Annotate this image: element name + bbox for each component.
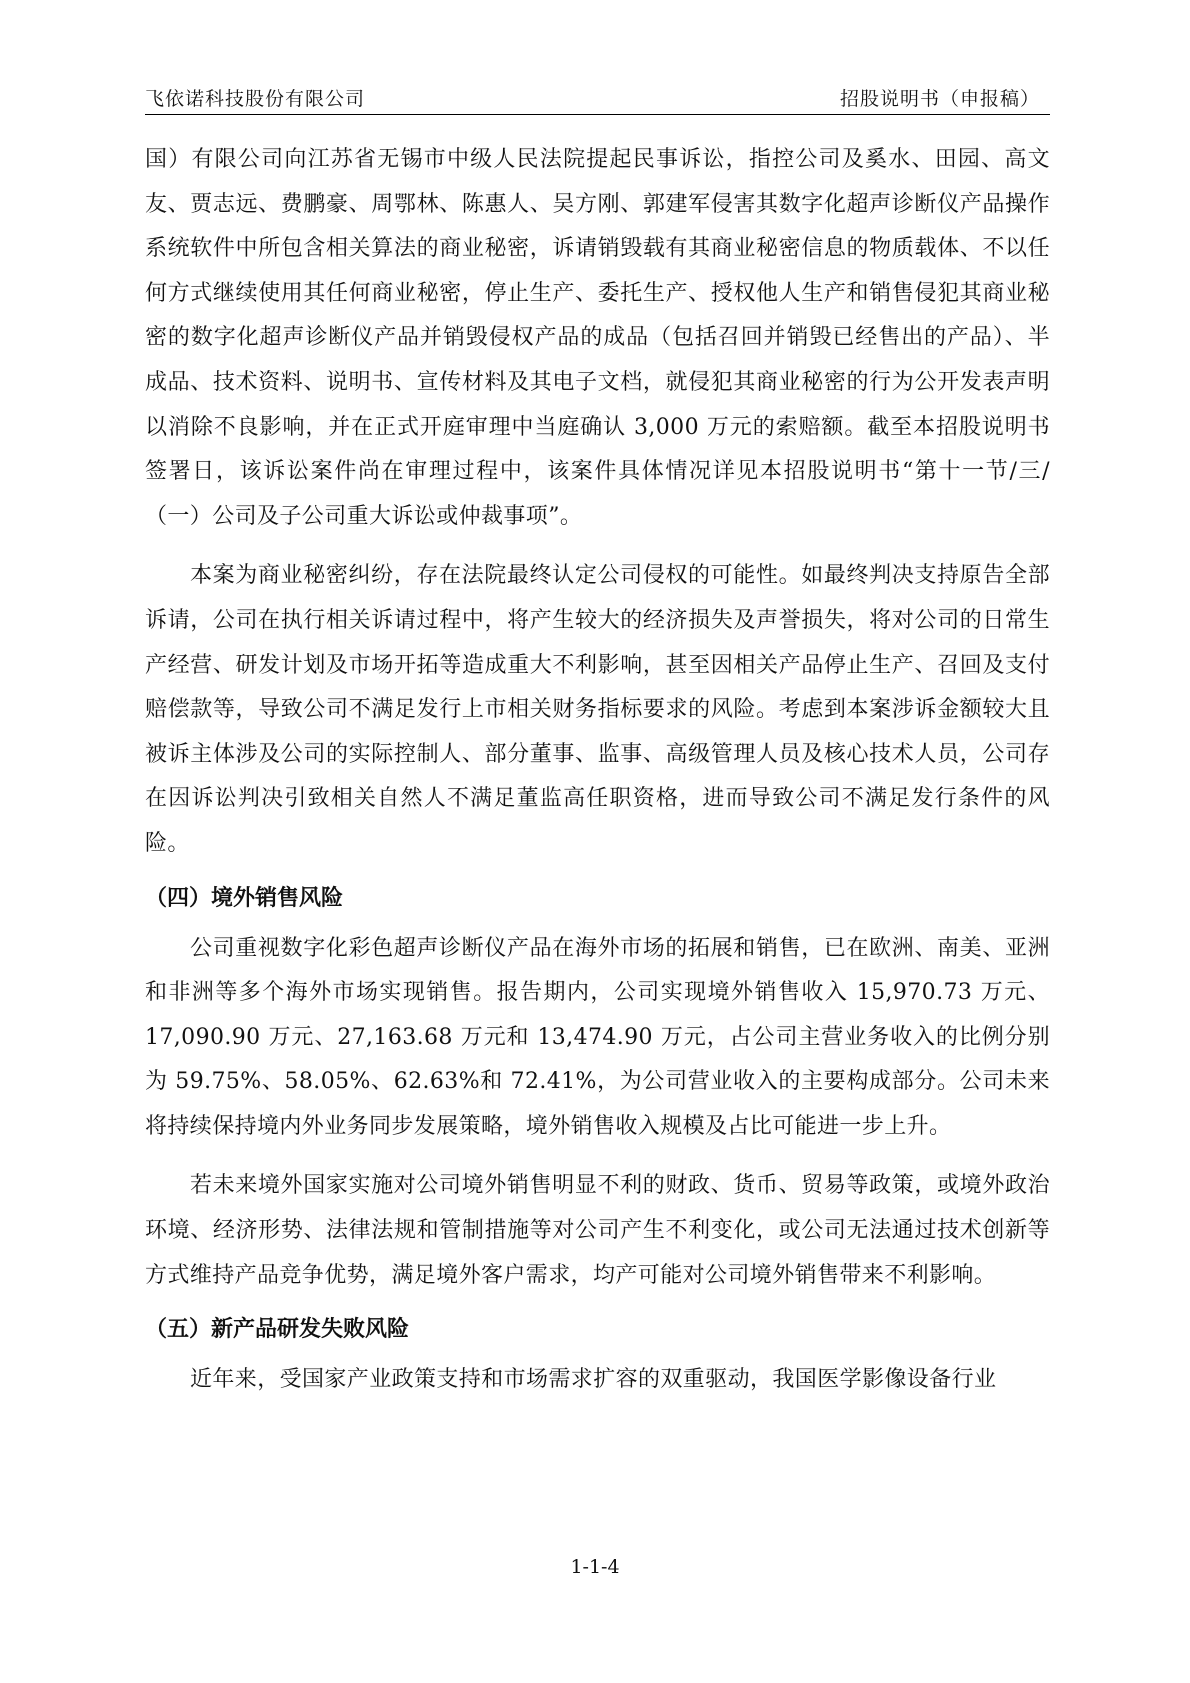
page-header bbox=[145, 82, 1050, 115]
page-number: 1-1-4 bbox=[570, 1556, 620, 1578]
section-heading-rd-failure-risk: （五）新产品研发失败风险 bbox=[145, 1317, 410, 1343]
paragraph-overseas-policy-risk: 若未来境外国家实施对公司境外销售明显不利的财政、货币、贸易等政策，或境外政治环境、经济形势、法律法规和管制措施等对公司产生不利变化，或公司无法通过技术创新等方式维持产品竞争优势，满足境外客户需求，均产可能对公司境外销售带来不利影响。 bbox=[145, 1173, 1050, 1288]
header-document-title: 招股说明书（申报稿） bbox=[839, 88, 1040, 110]
header-company-name: 飞依诺科技股份有限公司 bbox=[145, 88, 366, 110]
paragraph-rd-intro: 近年来，受国家产业政策支持和市场需求扩容的双重驱动，我国医学影像设备行业 bbox=[190, 1367, 997, 1393]
paragraph-litigation-risk: 本案为商业秘密纠纷，存在法院最终认定公司侵权的可能性。如最终判决支持原告全部诉请，公司在执行相关诉请过程中，将产生较大的经济损失及声誉损失，将对公司的日常生产经营、研发计划及市场开拓等造成重大不利影响，甚至因相关产品停止生产、召回及支付赔偿款等，导致公司不满足发行上市相关财务指标要求的风险。考虑到本案涉诉金额较大且被诉主体涉及公司的实际控制人、部分董事、监事、高级管理人员及核心技术人员，公司存在因诉讼判决引致相关自然人不满足董监高任职资格，进而导致公司不满足发行条件的风险。 bbox=[145, 563, 1050, 856]
page-body bbox=[145, 138, 1050, 1403]
paragraph-overseas-sales: 公司重视数字化彩色超声诊断仪产品在海外市场的拓展和销售，已在欧洲、南美、亚洲和非洲等多个海外市场实现销售。报告期内，公司实现境外销售收入 15,970.73 万元、17,090.90 万元、27,163.68 万元和 13,474.90 万元，占公司主营业务收入的比例分别为 59.75%、58.05%、62.63%和 72.41%，为公司营业收入的主要构成部分。公司未来将持续保持境内外业务同步发展策略，境外销售收入规模及占比可能进一步上升。 bbox=[145, 935, 1050, 1139]
paragraph-litigation-claims: 国）有限公司向江苏省无锡市中级人民法院提起民事诉讼，指控公司及奚水、田园、高文友、贾志远、费鹏豪、周鄂林、陈惠人、吴方刚、郭建军侵害其数字化超声诊断仪产品操作系统软件中所包含相关算法的商业秘密，诉请销毁载有其商业秘密信息的物质载体、不以任何方式继续使用其任何商业秘密，停止生产、委托生产、授权他人生产和销售侵犯其商业秘密的数字化超声诊断仪产品并销毁侵权产品的成品（包括召回并销毁已经售出的产品）、半成品、技术资料、说明书、宣传材料及其电子文档，就侵犯其商业秘密的行为公开发表声明以消除不良影响，并在正式开庭审理中当庭确认 3,000 万元的索赔额。截至本招股说明书签署日，该诉讼案件尚在审理过程中，该案件具体情况详见本招股说明书“第十一节/三/（一）公司及子公司重大诉讼或仲裁事项”。 bbox=[145, 147, 1050, 529]
section-heading-overseas-sales-risk: （四）境外销售风险 bbox=[145, 885, 344, 911]
